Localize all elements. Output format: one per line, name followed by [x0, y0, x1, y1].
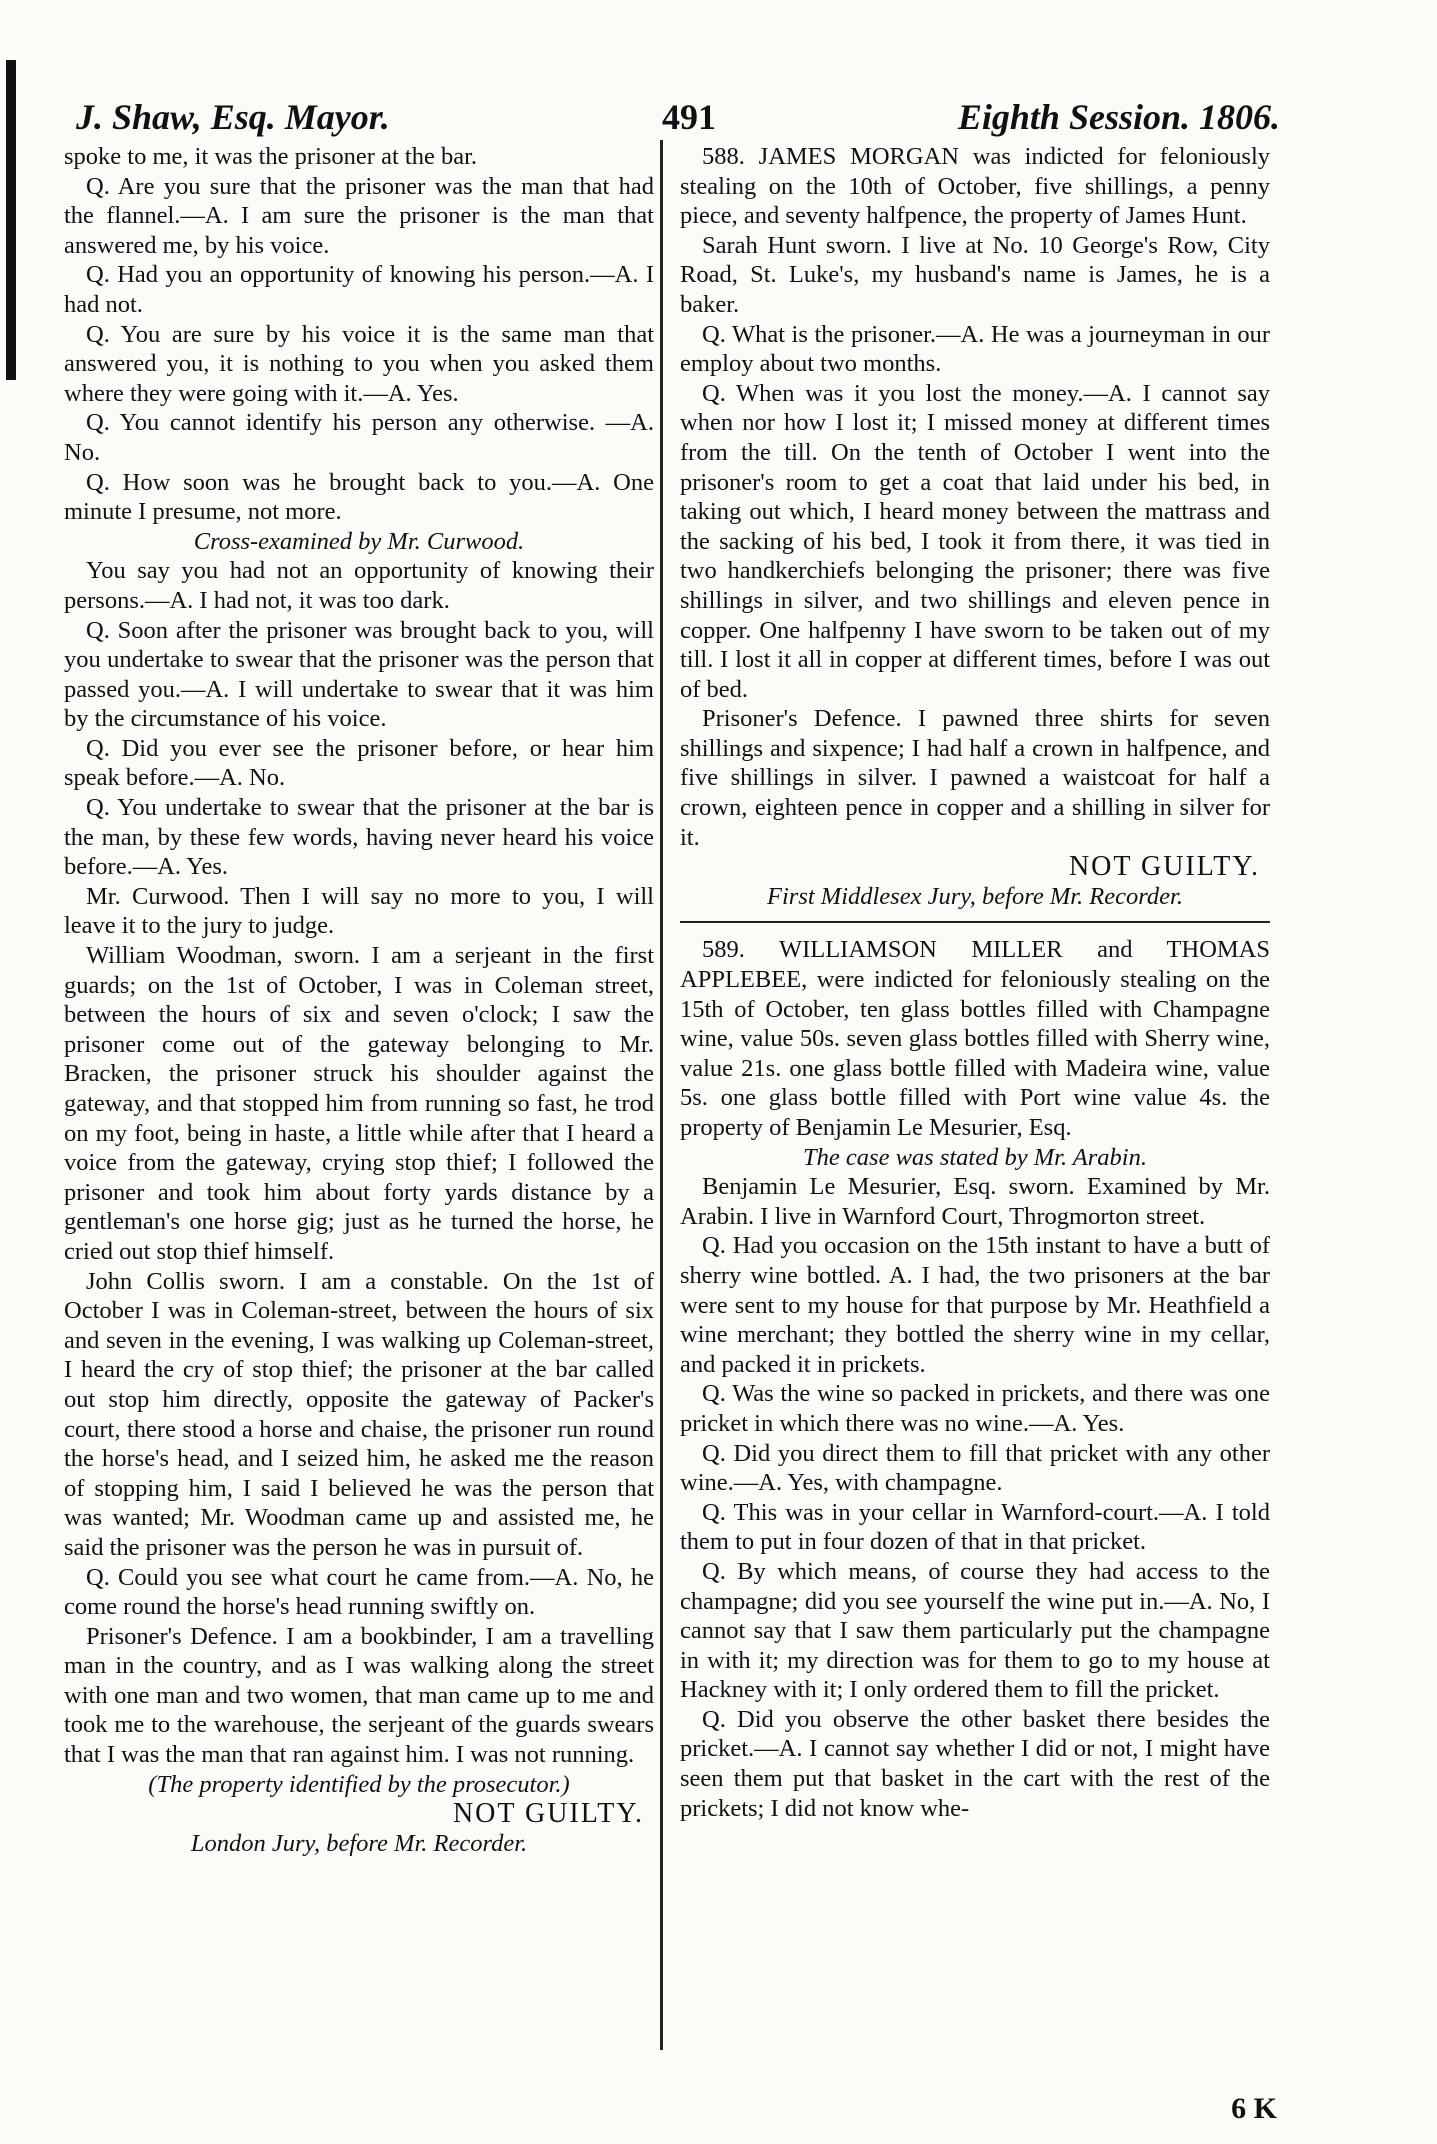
paragraph: Q. Did you observe the other basket there besides the pricket.—A. I cannot say whether I did or not, I might have seen them put that basket in the cart with the rest of the prickets; I did not know whe-	[680, 1705, 1270, 1822]
paragraph: Q. Are you sure that the prisoner was the man that had the flannel.—A. I am sure the prisoner is the man that answered me, by his voice.	[64, 172, 654, 259]
column-divider	[660, 140, 663, 2050]
paragraph: Benjamin Le Mesurier, Esq. sworn. Examined by Mr. Arabin. I live in Warnford Court, Throgmorton street.	[680, 1173, 1270, 1230]
header-mayor: J. Shaw, Esq. Mayor.	[76, 97, 390, 137]
paragraph: Q. You undertake to swear that the prisoner at the bar is the man, by these few words, having never heard his voice before.—A. Yes.	[64, 794, 654, 881]
binding-mark	[6, 60, 16, 380]
verdict: NOT GUILTY.	[1068, 851, 1260, 883]
paragraph: John Collis sworn. I am a constable. On the 1st of October I was in Coleman-street, between the hours of six and seven in the evening, I was walking up Coleman-street, I heard the cry of stop thief; the prisoner at the bar called out stop him directly, opposite the gateway of Packer's court, there stood a horse and chaise, the prisoner run round the horse's head, and I seized him, he asked me the reason of stopping him, I said I believed he was the person that was wanted; Mr. Woodman came up and assisted me, he said the prisoner was the person he was in pursuit of.	[64, 1267, 654, 1561]
page-header	[70, 96, 1280, 140]
paragraph: Sarah Hunt sworn. I live at No. 10 George's Row, City Road, St. Luke's, my husband's name is James, he is a baker.	[680, 231, 1270, 318]
paragraph: Q. Soon after the prisoner was brought back to you, will you undertake to swear that the prisoner was the person that passed you.—A. I will undertake to swear that it was him by the circumstance of his voice.	[64, 616, 654, 733]
paragraph: Mr. Curwood. Then I will say no more to you, I will leave it to the jury to judge.	[64, 882, 654, 940]
paragraph: Q. Was the wine so packed in prickets, and there was one pricket in which there was no wine.—A. Yes.	[680, 1380, 1270, 1437]
paragraph: Prisoner's Defence. I am a bookbinder, I am a travelling man in the country, and as I was walking along the street with one man and two women, that man came up to me and took me to the warehouse, the serjeant of the guards swears that I was the man that ran against him. I was not running.	[64, 1622, 654, 1769]
paragraph: Q. By which means, of course they had access to the champagne; did you see yourself the wine put in.—A. No, I cannot say that I saw them particularly put the champagne in with it; my direction was for them to go to my house at Hackney with it; I only ordered them to fill the pricket.	[680, 1557, 1270, 1704]
cross-exam-heading: Cross-examined by Mr. Curwood.	[193, 527, 525, 555]
jury-note: First Middlesex Jury, before Mr. Recorder.	[767, 882, 1183, 910]
paragraph: spoke to me, it was the prisoner at the bar.	[64, 143, 477, 170]
page-number: 491	[662, 97, 716, 137]
paragraph: Q. What is the prisoner.—A. He was a journeyman in our employ about two months.	[680, 320, 1270, 378]
paragraph: 589. WILLIAMSON MILLER and THOMAS APPLEBEE, were indicted for feloniously stealing on the 15th of October, ten glass bottles filled with Champagne wine, value 50s. seven glass bottles filled with Sherry wine, value 21s. one glass bottle filled with Madeira wine, value 5s. one glass bottle filled with Port wine value 4s. the property of Benjamin Le Mesurier, Esq.	[680, 936, 1270, 1141]
property-note: (The property identified by the prosecutor.)	[148, 1770, 570, 1798]
signature-mark: 6 K	[1231, 2092, 1277, 2125]
paragraph: 588. JAMES MORGAN was indicted for feloniously stealing on the 10th of October, five shillings, a penny piece, and seventy halfpence, the property of James Hunt.	[680, 143, 1270, 230]
paragraph: Q. Did you ever see the prisoner before, or hear him speak before.—A. No.	[64, 734, 654, 792]
paragraph: You say you had not an opportunity of knowing their persons.—A. I had not, it was too dark.	[64, 557, 654, 614]
header-session: Eighth Session. 1806.	[957, 97, 1280, 137]
case-stated-note: The case was stated by Mr. Arabin.	[803, 1143, 1147, 1171]
paragraph: Q. When was it you lost the money.—A. I cannot say when nor how I lost it; I missed money at different times from the till. On the tenth of October I went into the prisoner's room to get a coat that laid under his bed, in taking out which, I heard money between the mattrass and the sacking of his bed, I took it from there, it was tied in two handkerchiefs belonging the prisoner; there was five shillings in silver, and two shillings and eleven pence in copper. One halfpenny I have sworn to be taken out of my till. I lost it all in copper at different times, before I was out of bed.	[680, 379, 1270, 703]
paragraph: Q. How soon was he brought back to you.—A. One minute I presume, not more.	[64, 468, 654, 526]
right-column	[680, 142, 1270, 1823]
paragraph: Q. Did you direct them to fill that pricket with any other wine.—A. Yes, with champagne.	[680, 1439, 1270, 1497]
paragraph: Q. You are sure by his voice it is the same man that answered you, it is nothing to you when you asked them where they were going with it.—A. Yes.	[64, 320, 654, 407]
paragraph: Q. You cannot identify his person any otherwise. —A. No.	[64, 409, 654, 466]
paragraph: Q. This was in your cellar in Warnford-court.—A. I told them to put in four dozen of that in that pricket.	[680, 1498, 1270, 1556]
left-column	[64, 142, 654, 1858]
paragraph: Q. Had you an opportunity of knowing his person.—A. I had not.	[64, 261, 654, 318]
verdict: NOT GUILTY.	[452, 1798, 644, 1830]
paragraph: Q. Had you occasion on the 15th instant to have a butt of sherry wine bottled. A. I had, the two prisoners at the bar were sent to my house for that purpose by Mr. Heathfield a wine merchant; they bottled the sherry wine in my cellar, and packed it in prickets.	[680, 1232, 1270, 1378]
paragraph: Q. Could you see what court he came from.—A. No, he come round the horse's head running swiftly on.	[64, 1563, 654, 1621]
section-rule	[680, 921, 1270, 923]
jury-note: London Jury, before Mr. Recorder.	[190, 1829, 528, 1857]
paragraph: Prisoner's Defence. I pawned three shirts for seven shillings and sixpence; I had half a crown in halfpence, and five shillings in silver. I pawned a waistcoat for half a crown, eighteen pence in copper and a shilling in silver for it.	[680, 705, 1270, 851]
paragraph: William Woodman, sworn. I am a serjeant in the first guards; on the 1st of October, I was in Coleman street, between the hours of six and seven o'clock; I saw the prisoner come out of the gateway belonging to Mr. Bracken, the prisoner struck his shoulder against the gateway, and that stopped him from running so fast, he trod on my foot, being in haste, a little while after that I heard a voice from the gateway, crying stop thief; I followed the prisoner and took him about forty yards distance by a gentleman's one horse gig; just as he turned the horse, he cried out stop thief himself.	[64, 942, 654, 1265]
